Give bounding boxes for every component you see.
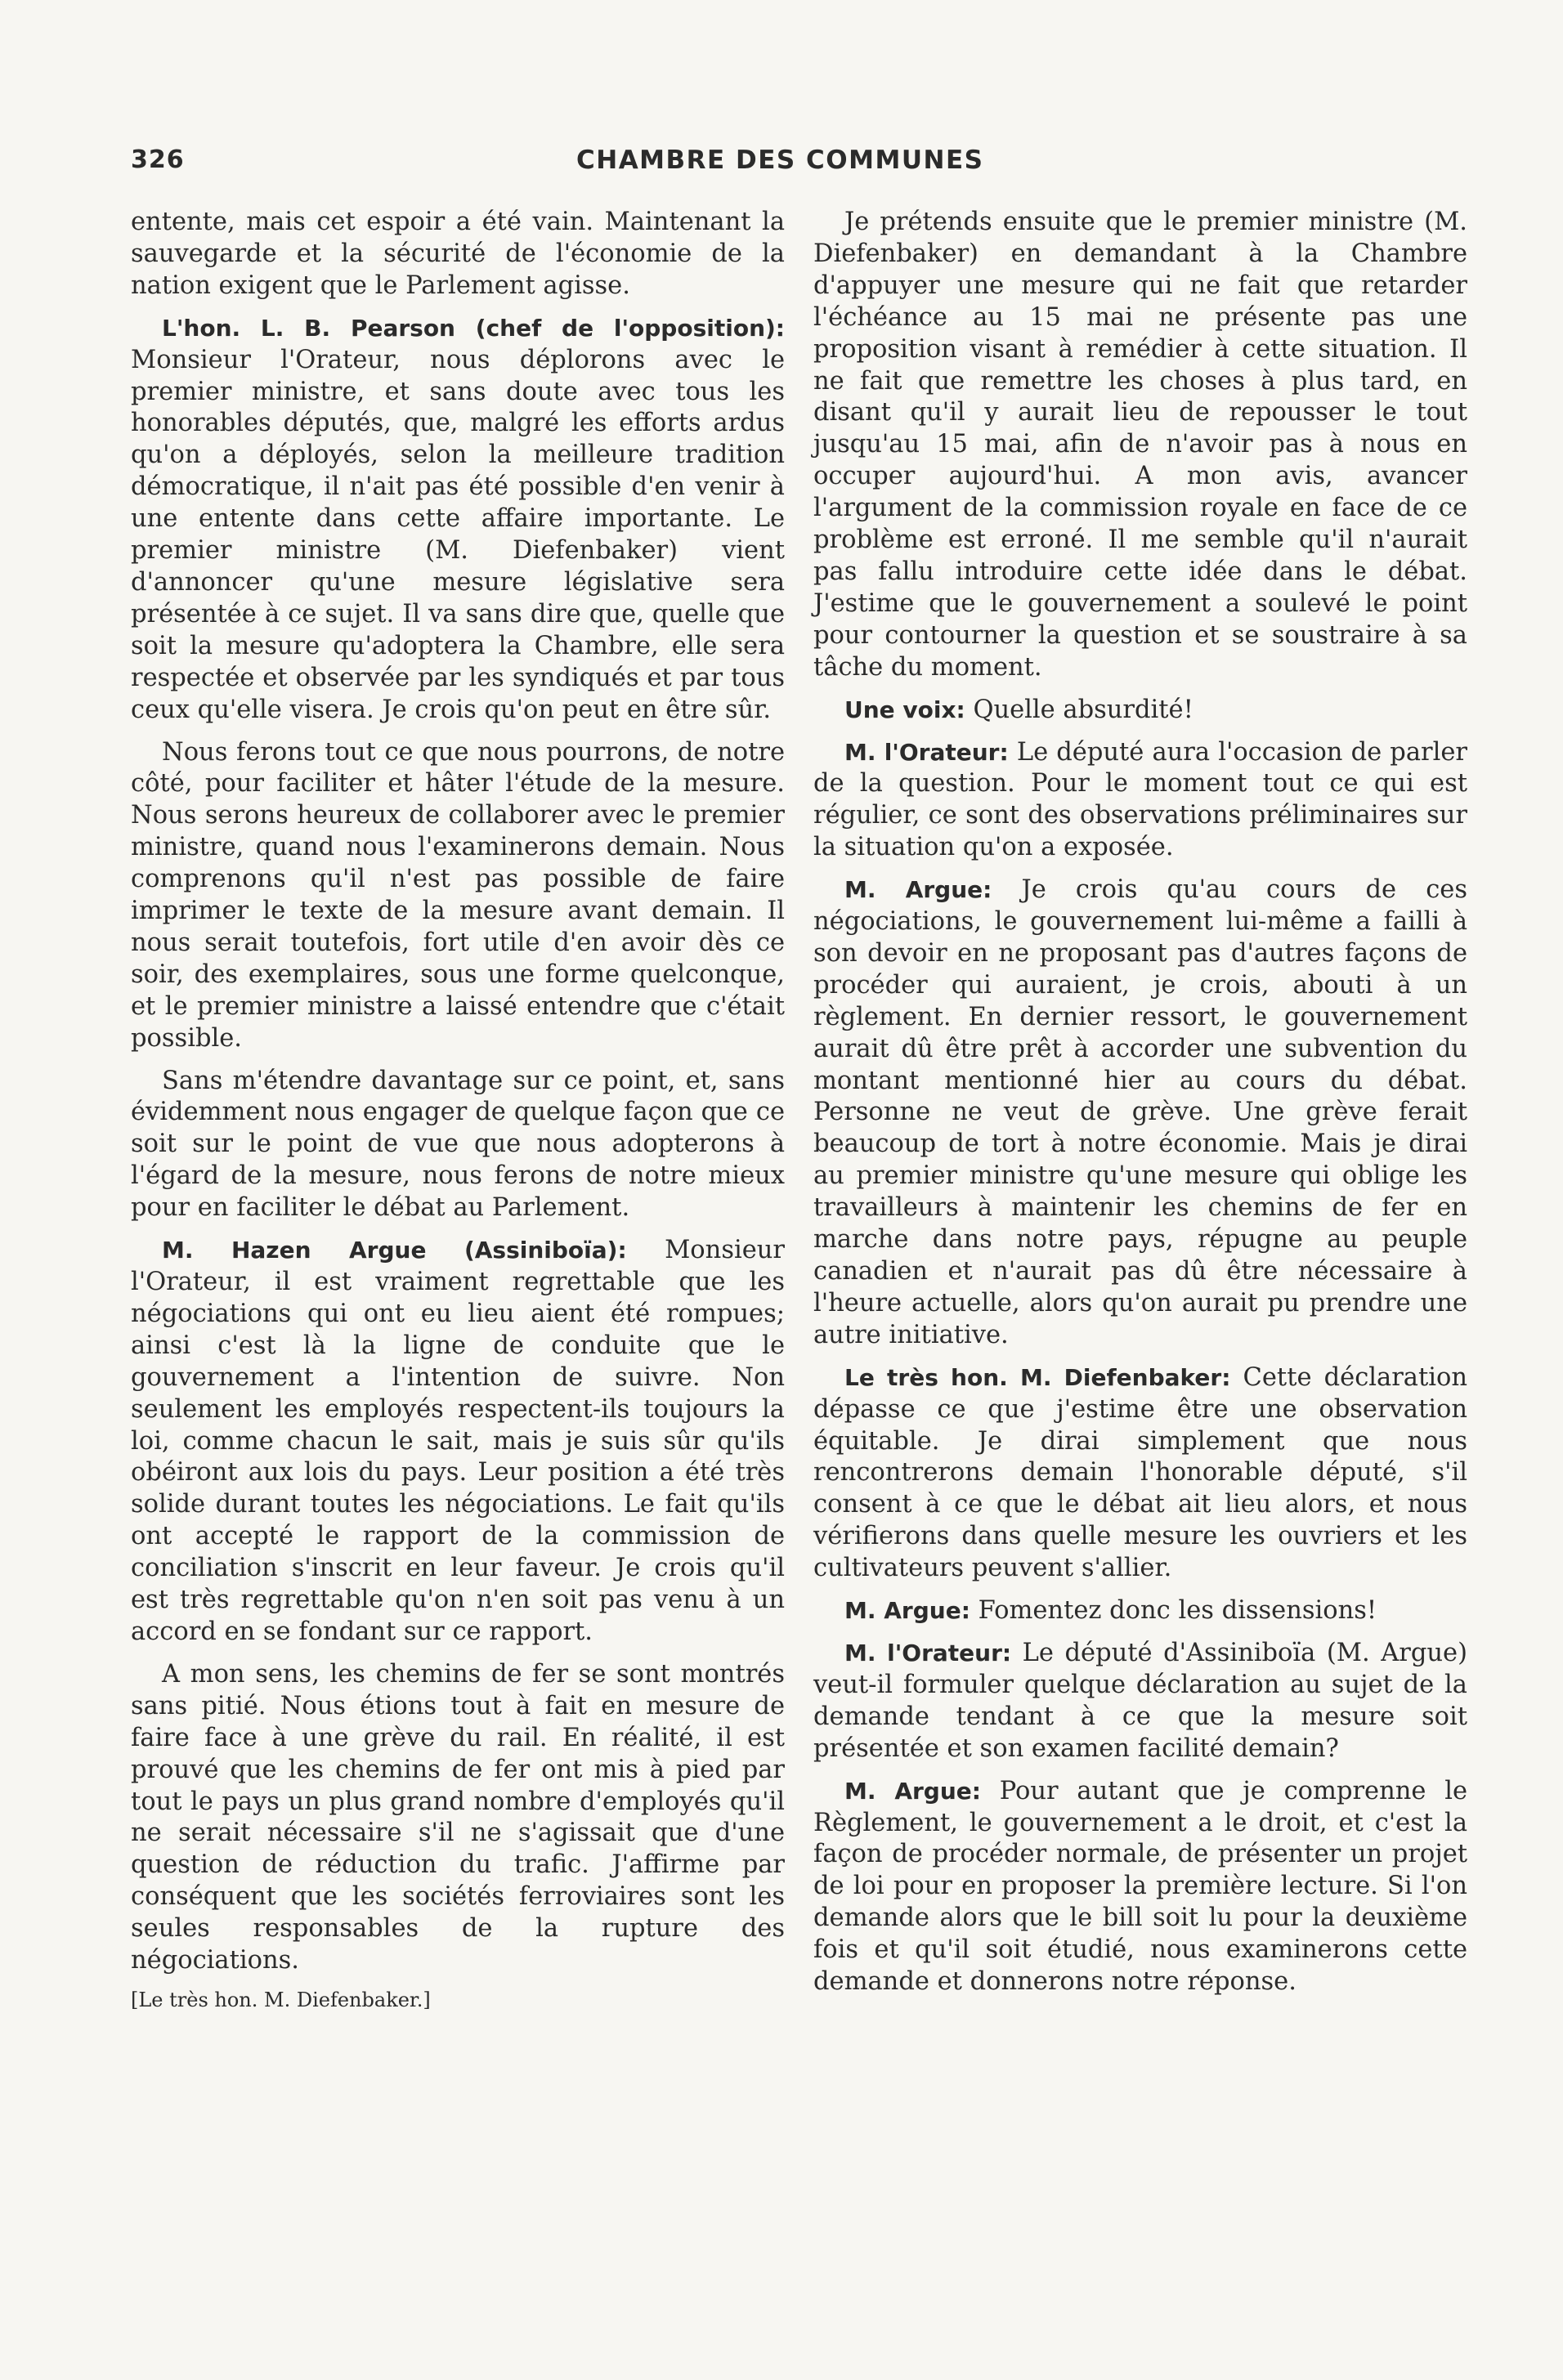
page-header (131, 145, 1476, 186)
paragraph (813, 1362, 1467, 1585)
paragraph-text: Cette déclaration dépasse ce que j'estime être une observation équitable. Je dirai simplement que nous rencontrerons demain l'honorable député, s'il consent à ce que le débat ait lieu alors, et nous vérifierons dans quelle mesure les ouvriers et les cultivateurs peuvent s'allier. (813, 1362, 1468, 1583)
paragraph (813, 1595, 1467, 1627)
speaker-name: L'hon. L. B. Pearson (chef de l'opposition): (162, 314, 785, 342)
paragraph (131, 1066, 785, 1225)
paragraph (131, 1659, 785, 1977)
speaker-name: M. l'Orateur: (844, 1639, 1012, 1666)
paragraph (813, 1638, 1467, 1765)
running-head: CHAMBRE DES COMMUNES (576, 145, 984, 175)
speaker-name: M. l'Orateur: (844, 738, 1009, 766)
speaker-name: M. Argue: (844, 1597, 970, 1625)
paragraph (813, 1776, 1467, 1998)
paragraph (813, 207, 1467, 684)
paragraph-text: Le député aura l'occasion de parler de la question. Pour le moment tout ce qui est régulier, ce sont des observations préliminaires sur la situation qu'on a exposée. (813, 737, 1467, 862)
paragraph (813, 737, 1467, 865)
speaker-name: Le très hon. M. Diefenbaker: (844, 1363, 1231, 1391)
paragraph (813, 695, 1467, 727)
speaker-name: M. Hazen Argue (Assiniboïa): (162, 1237, 627, 1264)
paragraph (131, 1235, 785, 1649)
paragraph-text: Je prétends ensuite que le premier ministre (M. Diefenbaker) en demandant à la Chambre d'appuyer une mesure qui ne fait que retarder l'échéance au 15 mai ne présente pas une proposition visant à remédier à cette situation. Il ne fait que remettre les choses à plus tard, en disant qu'il y aurait lieu de repousser le tout jusqu'au 15 mai, afin de n'avoir pas à nous en occuper aujourd'hui. A mon avis, avancer l'argument de la commission royale en face de ce problème est erroné. Il me semble qu'il n'aurait pas fallu introduire cette idée dans le débat. J'estime que le gouvernement a soulevé le point pour contourner la question et se soustraire à sa tâche du moment. (813, 208, 1467, 682)
speaker-name: M. Argue: (844, 1777, 981, 1805)
paragraph (131, 313, 785, 727)
paragraph-text: Monsieur l'Orateur, il est vraiment regrettable que les négociations qui ont eu lieu aient été rompues; ainsi c'est là la ligne de conduite que le gouvernement a l'intention de suivre. Non seulement les employés respectent-ils toujours la loi, comme chacun le sait, mais je suis sûr qu'ils obéiront aux lois du pays. Leur position a été très solide durant toutes les négociations. Le fait qu'ils ont accepté le rapport de la commission de conciliation s'inscrit en leur faveur. Je crois qu'il est très regrettable qu'on n'en soit pas venu à un accord en se fondant sur ce rapport. (131, 1236, 785, 1646)
left-column (131, 207, 785, 2023)
paragraph (131, 207, 785, 302)
paragraph (131, 737, 785, 1055)
paragraph-text: Je crois qu'au cours de ces négociations, le gouvernement lui-même a failli à son devoir en ne proposant pas d'autres façons de procéder qui auraient, je crois, abouti à un règlement. En dernier ressort, le gouvernement aurait dû être prêt à accorder une subvention du montant mentionné hier au cours du débat. Personne ne veut de grève. Une grève ferait beaucoup de tort à notre économie. Mais je dirai au premier ministre qu'une mesure qui oblige les travailleurs à maintenir les chemins de fer en marche dans notre pays, répugne au peuple canadien et n'aurait pas dû être nécessaire à l'heure actuelle, alors qu'on aurait pu prendre une autre initiative. (813, 875, 1467, 1349)
paragraph-text: Nous ferons tout ce que nous pourrons, de notre côté, pour faciliter et hâter l'étude de la mesure. Nous serons heureux de collaborer avec le premier ministre, quand nous l'examinerons demain. Nous comprenons qu'il n'est pas possible de faire imprimer le texte de la mesure avant demain. Il nous serait toutefois, fort utile d'en avoir dès ce soir, des exemplaires, sous une forme quelconque, et le premier ministre a laissé entendre que c'était possible. (131, 737, 785, 1053)
speaker-name: Une voix: (844, 696, 965, 723)
paragraph (813, 875, 1467, 1352)
paragraph-text: Quelle absurdité! (973, 695, 1194, 724)
paragraph-text: Fomentez donc les dissensions! (978, 1596, 1377, 1626)
paragraph-text: entente, mais cet espoir a été vain. Maintenant la sauvegarde et la sécurité de l'économie de la nation exigent que le Parlement agisse. (131, 208, 785, 300)
speaker-name: M. Argue: (844, 876, 992, 904)
footer-note: [Le très hon. M. Diefenbaker.] (131, 1988, 431, 2011)
paragraph-text: Le député d'Assiniboïa (M. Argue) veut-il formuler quelque déclaration au sujet de la demande tendant à ce que la mesure soit présentée et son examen facilité demain? (813, 1638, 1467, 1763)
paragraph-text: Pour autant que je comprenne le Règlement, le gouvernement a le droit, et c'est la façon de procéder normale, de présenter un projet de loi pour en proposer la première lecture. Si l'on demande alors que le bill soit lu pour la deuxième fois et qu'il soit étudié, nous examinerons cette demande et donnerons notre réponse. (813, 1776, 1468, 1997)
paragraph-text: Monsieur l'Orateur, nous déplorons avec le premier ministre, et sans doute avec tous les honorables députés, que, malgré les efforts ardus qu'on a déployés, selon la meilleure tradition démocratique, il n'ait pas été possible d'en venir à une entente dans cette affaire importante. Le premier ministre (M. Diefenbaker) vient d'annoncer qu'une mesure législative sera présentée à ce sujet. Il va sans dire que, quelle que soit la mesure qu'adoptera la Chambre, elle sera respectée et observée par les syndiqués et par tous ceux qu'elle visera. Je crois qu'on peut en être sûr. (131, 345, 785, 724)
page-number: 326 (131, 145, 185, 174)
paragraph-text: A mon sens, les chemins de fer se sont montrés sans pitié. Nous étions tout à fait en mesure de faire face à une grève du rail. En réalité, il est prouvé que les chemins de fer ont mis à pied par tout le pays un plus grand nombre d'employés qu'il ne serait nécessaire s'il ne s'agissait que d'une question de réduction du trafic. J'affirme par conséquent que les sociétés ferroviaires sont les seules responsables de la rupture des négociations. (131, 1659, 785, 1975)
paragraph-text: Sans m'étendre davantage sur ce point, et, sans évidemment nous engager de quelque façon que ce soit sur le point de vue que nous adopterons à l'égard de la mesure, nous ferons de notre mieux pour en faciliter le débat au Parlement. (131, 1066, 785, 1223)
right-column (813, 207, 1467, 2009)
